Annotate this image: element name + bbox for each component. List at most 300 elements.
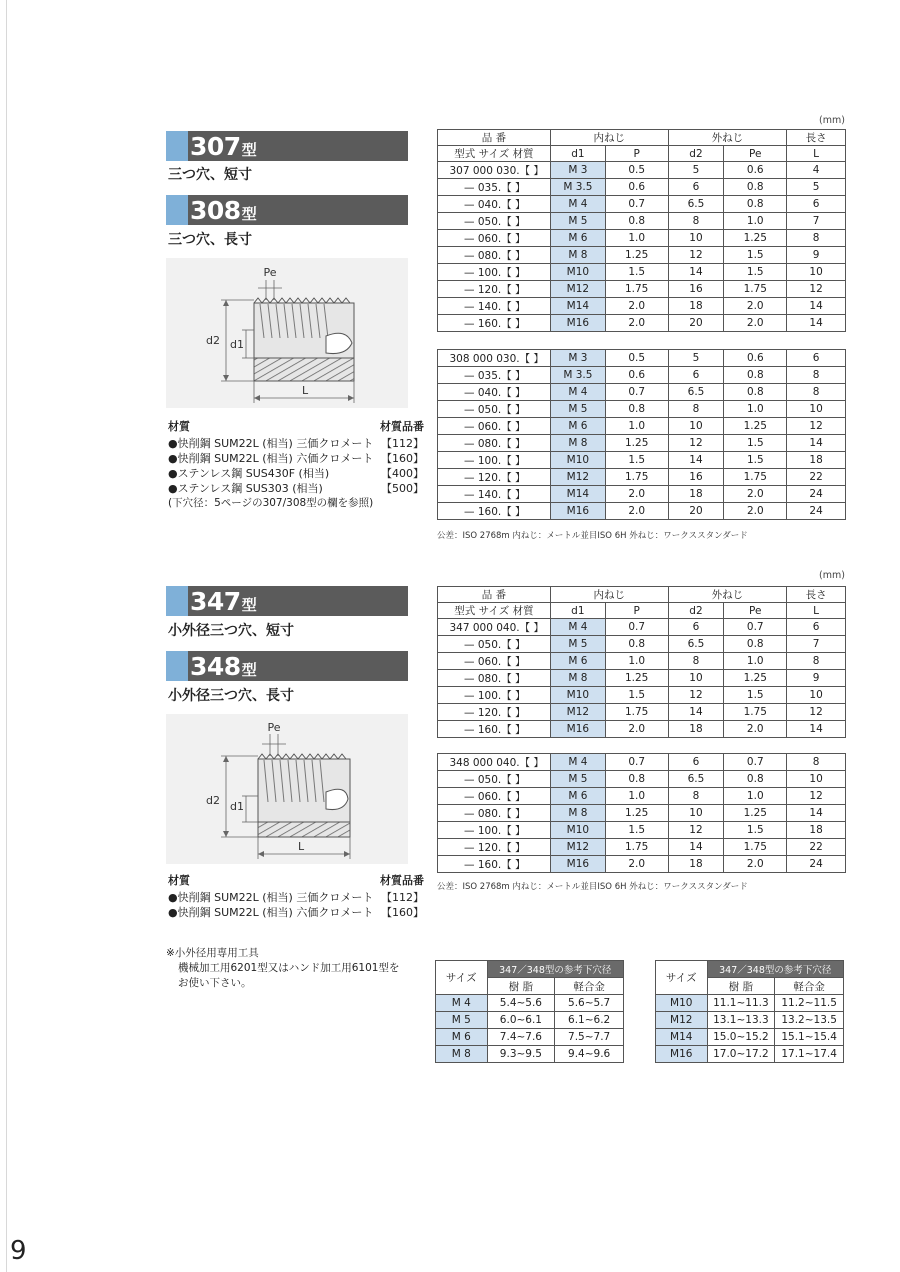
part-number-cell: — 120.【 】 <box>438 704 551 721</box>
subtitle-307: 三つ穴、短寸 <box>168 167 252 183</box>
part-number-cell: — 035.【 】 <box>438 367 551 384</box>
part-number-cell: — 160.【 】 <box>438 315 551 332</box>
table-cell: 11.2~11.5 <box>775 995 844 1012</box>
material-row: ●ステンレス鋼 SUS430F (相当) 【400】 <box>168 467 424 480</box>
table-cell: 5 <box>668 162 724 179</box>
table-cell: 14 <box>668 452 724 469</box>
table-cell: 10 <box>668 670 724 687</box>
table-cell: 10 <box>787 264 846 281</box>
table-cell: 17.1~17.4 <box>775 1046 844 1063</box>
table-row <box>438 771 846 788</box>
table-cell: 0.8 <box>724 384 787 401</box>
label-d1: d1 <box>230 800 244 813</box>
table-cell: 0.7 <box>605 196 668 213</box>
table-cell: 1.5 <box>724 452 787 469</box>
table-row <box>438 486 846 503</box>
table-cell: 0.8 <box>724 771 787 788</box>
part-number-cell: — 120.【 】 <box>438 469 551 486</box>
table-row <box>438 264 846 281</box>
table-row <box>438 822 846 839</box>
subtitle-308: 三つ穴、長寸 <box>168 232 252 248</box>
table-cell: M16 <box>550 721 605 738</box>
table-cell: 1.5 <box>605 452 668 469</box>
table-cell: 8 <box>787 653 846 670</box>
table-row <box>438 367 846 384</box>
table-row <box>438 704 846 721</box>
table-row <box>438 805 846 822</box>
spec-table-307: 品 番 内ねじ 外ねじ 長さ 型式 サイズ 材質 d1 P d2 Pe L 307 000 030.【 】 M 3 0.5 5 0.6 4 — 035.【 】 M 3.5 0.6 6 0.8 5 — 040.【 】 M 4 0.7 6.5 0.8 6 — 050.【 】 M 5 0.8 8 1.0 7 — 060.【 】 M 6 1.0 10 1.25 8 — 080.【 】 M 8 1.25 12 1.5 9 — 100.【 】 M10 1.5 14 1.5 10 — 120.【 】 M12 1.75 16 1.75 12 — 140.【 】 M14 2.0 18 2.0 14 — 160.【 】 M16 2.0 20 2.0 14 <box>437 129 846 332</box>
table-cell: M10 <box>550 452 605 469</box>
table-cell: 14 <box>787 435 846 452</box>
table-body <box>438 350 846 520</box>
table-cell: 6.0~6.1 <box>487 1012 555 1029</box>
label-d1: d1 <box>230 338 244 351</box>
table-cell: 1.0 <box>724 401 787 418</box>
table-cell: 1.5 <box>724 247 787 264</box>
table-cell: M12 <box>550 704 605 721</box>
table-cell: 0.7 <box>605 754 668 771</box>
page-number: 9 <box>10 1236 27 1266</box>
table-cell: 1.25 <box>605 247 668 264</box>
table-cell: 1.75 <box>724 469 787 486</box>
table-cell: M 8 <box>550 670 605 687</box>
model-suffix: 型 <box>241 205 257 223</box>
table-cell: 16 <box>668 469 724 486</box>
table-cell: 6.5 <box>668 771 724 788</box>
table-cell: 6 <box>668 619 724 636</box>
table-cell: 1.25 <box>724 418 787 435</box>
table-cell: 2.0 <box>724 503 787 520</box>
table-cell: 24 <box>787 503 846 520</box>
table-cell: M10 <box>656 995 708 1012</box>
model-number: 348 <box>190 652 241 681</box>
part-number-cell: — 050.【 】 <box>438 771 551 788</box>
table-row <box>438 230 846 247</box>
part-number-cell: — 080.【 】 <box>438 247 551 264</box>
table-cell: 18 <box>668 486 724 503</box>
label-pe: Pe <box>263 266 277 279</box>
table-cell: 18 <box>787 452 846 469</box>
table-cell: 6.5 <box>668 384 724 401</box>
banner-accent <box>166 651 188 681</box>
table-cell: 0.6 <box>724 162 787 179</box>
tool-note: ※小外径用専用工具 機械加工用6201型又はハンド加工用6101型を お使い下さい。 <box>166 947 400 989</box>
table-cell: M12 <box>550 469 605 486</box>
table-cell: M10 <box>550 264 605 281</box>
table-cell: 1.5 <box>605 687 668 704</box>
table-cell: M 3.5 <box>550 367 605 384</box>
table-row <box>438 839 846 856</box>
table-cell: 22 <box>787 839 846 856</box>
table-row <box>438 281 846 298</box>
title-banner-348 <box>166 651 408 681</box>
label-pe: Pe <box>267 721 281 734</box>
table-cell: 2.0 <box>724 856 787 873</box>
table-cell: 1.75 <box>605 704 668 721</box>
table-cell: 0.8 <box>605 401 668 418</box>
table-cell: 0.7 <box>724 619 787 636</box>
model-suffix: 型 <box>241 661 257 679</box>
material-heading: 材質 <box>168 420 190 433</box>
part-number-cell: — 060.【 】 <box>438 788 551 805</box>
table-cell: 24 <box>787 486 846 503</box>
table-row <box>438 315 846 332</box>
table-cell: 13.2~13.5 <box>775 1012 844 1029</box>
table-row <box>436 995 624 1012</box>
table-cell: 0.8 <box>724 367 787 384</box>
tolerance-note: 公差：ISO 2768m 内ねじ：メートル並目ISO 6H 外ねじ：ワークススタンダード <box>437 882 748 892</box>
table-row <box>438 670 846 687</box>
table-row <box>656 1046 844 1063</box>
part-number-cell: — 050.【 】 <box>438 213 551 230</box>
table-cell: M 6 <box>436 1029 488 1046</box>
table-cell: 1.75 <box>605 839 668 856</box>
table-cell: 0.8 <box>605 636 668 653</box>
table-cell: 8 <box>787 367 846 384</box>
table-cell: 2.0 <box>605 503 668 520</box>
part-number-cell: — 080.【 】 <box>438 435 551 452</box>
table-cell: 1.25 <box>605 435 668 452</box>
table-cell: 7.4~7.6 <box>487 1029 555 1046</box>
table-cell: 0.8 <box>724 636 787 653</box>
material-note: (下穴径：5ページの307/308型の欄を参照) <box>168 497 374 509</box>
table-cell: 8 <box>668 213 724 230</box>
table-row <box>438 162 846 179</box>
table-cell: M 6 <box>550 230 605 247</box>
table-cell: M16 <box>550 315 605 332</box>
table-cell: 2.0 <box>605 315 668 332</box>
code-heading: 材質品番 <box>380 420 424 433</box>
part-number-cell: — 160.【 】 <box>438 856 551 873</box>
table-cell: 2.0 <box>605 298 668 315</box>
material-row: ●ステンレス鋼 SUS303 (相当) 【500】 <box>168 482 424 495</box>
table-cell: 12 <box>668 687 724 704</box>
table-cell: 0.6 <box>724 350 787 367</box>
part-number-cell: 347 000 040.【 】 <box>438 619 551 636</box>
table-cell: 0.8 <box>605 213 668 230</box>
table-cell: 1.75 <box>605 281 668 298</box>
table-cell: 10 <box>668 418 724 435</box>
table-row <box>436 1046 624 1063</box>
spec-table-308 <box>437 349 846 520</box>
part-number-cell: — 100.【 】 <box>438 687 551 704</box>
table-cell: 1.25 <box>724 805 787 822</box>
title-banner-307 <box>166 131 408 161</box>
table-cell: 0.5 <box>605 350 668 367</box>
part-number-cell: — 100.【 】 <box>438 822 551 839</box>
table-row <box>438 435 846 452</box>
table-cell: M 8 <box>436 1046 488 1063</box>
table-cell: M14 <box>656 1029 708 1046</box>
table-cell: 20 <box>668 503 724 520</box>
part-number-cell: — 080.【 】 <box>438 670 551 687</box>
table-cell: 5.4~5.6 <box>487 995 555 1012</box>
table-cell: 14 <box>668 839 724 856</box>
table-cell: M10 <box>550 822 605 839</box>
table-row <box>438 788 846 805</box>
part-number-cell: 348 000 040.【 】 <box>438 754 551 771</box>
spec-table-347: 品 番 内ねじ 外ねじ 長さ 型式 サイズ 材質 d1 P d2 Pe L 347 000 040.【 】 M 4 0.7 6 0.7 6 — 050.【 】 M 5 0.8 6.5 0.8 7 — 060.【 】 M 6 1.0 8 1.0 8 — 080.【 】 M 8 1.25 10 1.25 9 — 100.【 】 M10 1.5 12 1.5 10 — 120.【 】 M12 1.75 14 1.75 12 — 160.【 】 M16 2.0 18 2.0 14 <box>437 586 846 738</box>
table-cell: 4 <box>787 162 846 179</box>
table-row <box>438 247 846 264</box>
code-heading: 材質品番 <box>380 874 424 887</box>
table-cell: 1.25 <box>724 670 787 687</box>
table-cell: 1.5 <box>724 264 787 281</box>
table-cell: 5 <box>787 179 846 196</box>
table-cell: 17.0~17.2 <box>707 1046 775 1063</box>
table-cell: 2.0 <box>605 721 668 738</box>
table-cell: 0.8 <box>605 771 668 788</box>
table-cell: 7 <box>787 636 846 653</box>
table-cell: M 4 <box>550 619 605 636</box>
table-cell: 14 <box>668 704 724 721</box>
table-cell: 1.5 <box>605 264 668 281</box>
part-number-cell: 307 000 030.【 】 <box>438 162 551 179</box>
table-row <box>436 1012 624 1029</box>
table-body <box>438 162 846 332</box>
tolerance-note: 公差：ISO 2768m 内ねじ：メートル並目ISO 6H 外ねじ：ワークススタンダード <box>437 531 748 541</box>
table-cell: 1.75 <box>724 704 787 721</box>
table-cell: 9.4~9.6 <box>555 1046 624 1063</box>
material-list-307 <box>168 418 424 511</box>
table-cell: 0.5 <box>605 162 668 179</box>
table-body <box>656 995 844 1063</box>
part-number-cell: — 140.【 】 <box>438 298 551 315</box>
table-row <box>656 995 844 1012</box>
table-cell: M 8 <box>550 435 605 452</box>
table-row <box>438 298 846 315</box>
table-cell: 9 <box>787 670 846 687</box>
table-row <box>438 687 846 704</box>
table-cell: 14 <box>668 264 724 281</box>
table-cell: 6.5 <box>668 636 724 653</box>
table-cell: 1.75 <box>724 281 787 298</box>
table-cell: 6 <box>668 179 724 196</box>
model-number: 347 <box>190 587 241 616</box>
table-row <box>438 856 846 873</box>
table-cell: 1.75 <box>605 469 668 486</box>
part-number-cell: 308 000 030.【 】 <box>438 350 551 367</box>
subtitle-347: 小外径三つ穴、短寸 <box>168 623 294 639</box>
table-cell: 8 <box>668 653 724 670</box>
table-cell: M 5 <box>550 401 605 418</box>
table-cell: 1.0 <box>724 788 787 805</box>
table-cell: 15.1~15.4 <box>775 1029 844 1046</box>
material-row: ●快削鋼 SUM22L (相当) 三価クロメート 【112】 <box>168 437 424 450</box>
table-cell: 11.1~11.3 <box>707 995 775 1012</box>
table-cell: 6 <box>787 619 846 636</box>
table-cell: 0.6 <box>605 179 668 196</box>
insert-diagram-307 <box>166 258 408 408</box>
part-number-cell: — 160.【 】 <box>438 503 551 520</box>
insert-diagram-347 <box>166 714 408 864</box>
title-banner-347 <box>166 586 408 616</box>
model-number: 308 <box>190 196 241 225</box>
table-cell: 8 <box>668 788 724 805</box>
table-cell: 5.6~5.7 <box>555 995 624 1012</box>
table-row <box>438 384 846 401</box>
table-cell: 1.5 <box>605 822 668 839</box>
table-cell: 8 <box>787 384 846 401</box>
table-cell: 22 <box>787 469 846 486</box>
table-cell: 8 <box>787 754 846 771</box>
table-cell: 2.0 <box>724 298 787 315</box>
table-cell: 15.0~15.2 <box>707 1029 775 1046</box>
table-cell: 1.0 <box>605 653 668 670</box>
table-cell: 6.1~6.2 <box>555 1012 624 1029</box>
table-row <box>438 721 846 738</box>
table-cell: M14 <box>550 298 605 315</box>
table-cell: M12 <box>656 1012 708 1029</box>
table-cell: 0.7 <box>605 619 668 636</box>
table-cell: 2.0 <box>605 856 668 873</box>
table-cell: 7.5~7.7 <box>555 1029 624 1046</box>
table-row <box>438 196 846 213</box>
model-number: 307 <box>190 132 241 161</box>
table-cell: 10 <box>668 805 724 822</box>
table-cell: 1.0 <box>605 230 668 247</box>
table-cell: 14 <box>787 721 846 738</box>
table-cell: 18 <box>668 721 724 738</box>
part-number-cell: — 050.【 】 <box>438 401 551 418</box>
part-number-cell: — 040.【 】 <box>438 384 551 401</box>
banner-accent <box>166 131 188 161</box>
part-number-cell: — 060.【 】 <box>438 418 551 435</box>
table-cell: 1.0 <box>605 418 668 435</box>
table-row <box>438 213 846 230</box>
table-cell: 1.75 <box>724 839 787 856</box>
table-cell: 18 <box>787 822 846 839</box>
table-row <box>438 653 846 670</box>
spec-table-348 <box>437 753 846 873</box>
table-cell: 18 <box>668 298 724 315</box>
table-cell: M 6 <box>550 418 605 435</box>
table-cell: M 4 <box>436 995 488 1012</box>
table-body <box>436 995 624 1063</box>
table-cell: 8 <box>787 230 846 247</box>
table-cell: 14 <box>787 805 846 822</box>
table-cell: 12 <box>787 704 846 721</box>
table-cell: M 8 <box>550 805 605 822</box>
table-cell: 20 <box>668 315 724 332</box>
table-cell: 10 <box>787 401 846 418</box>
table-cell: 5 <box>668 350 724 367</box>
table-cell: 10 <box>787 771 846 788</box>
table-cell: M 8 <box>550 247 605 264</box>
material-heading: 材質 <box>168 874 190 887</box>
table-cell: 6 <box>787 196 846 213</box>
table-cell: M 6 <box>550 653 605 670</box>
table-cell: 0.6 <box>605 367 668 384</box>
material-row: ●快削鋼 SUM22L (相当) 三価クロメート 【112】 <box>168 891 424 904</box>
table-cell: 1.0 <box>724 653 787 670</box>
pilot-hole-table-1: サイズ 347／348型の参考下穴径 樹 脂 軽合金 M 4 5.4~5.6 5.6~5.7 M 5 6.0~6.1 6.1~6.2 M 6 7.4~7.6 7.5~7.7 M 8 9.3~9.5 9.4~9.6 <box>435 960 624 1063</box>
table-cell: 18 <box>668 856 724 873</box>
part-number-cell: — 100.【 】 <box>438 264 551 281</box>
part-number-cell: — 060.【 】 <box>438 230 551 247</box>
material-row: ●快削鋼 SUM22L (相当) 六価クロメート 【160】 <box>168 906 424 919</box>
table-cell: 1.5 <box>724 435 787 452</box>
table-cell: M 3.5 <box>550 179 605 196</box>
table-cell: 1.25 <box>724 230 787 247</box>
part-number-cell: — 035.【 】 <box>438 179 551 196</box>
table-row <box>438 350 846 367</box>
table-cell: 2.0 <box>724 721 787 738</box>
table-cell: M14 <box>550 486 605 503</box>
table-cell: 1.5 <box>724 822 787 839</box>
table-row <box>438 754 846 771</box>
table-cell: M16 <box>550 503 605 520</box>
table-cell: 1.25 <box>605 670 668 687</box>
table-cell: M 5 <box>550 771 605 788</box>
table-cell: 12 <box>668 247 724 264</box>
table-body <box>438 619 846 738</box>
table-cell: 1.5 <box>724 687 787 704</box>
table-cell: M 4 <box>550 196 605 213</box>
table-cell: 24 <box>787 856 846 873</box>
part-number-cell: — 050.【 】 <box>438 636 551 653</box>
table-cell: 2.0 <box>605 486 668 503</box>
table-cell: M 5 <box>550 636 605 653</box>
table-row <box>436 1029 624 1046</box>
material-list-347 <box>168 872 424 920</box>
table-cell: 12 <box>668 822 724 839</box>
part-number-cell: — 120.【 】 <box>438 281 551 298</box>
material-row: ●快削鋼 SUM22L (相当) 六価クロメート 【160】 <box>168 452 424 465</box>
label-d2: d2 <box>206 334 220 347</box>
table-cell: 6 <box>668 754 724 771</box>
table-cell: M 4 <box>550 754 605 771</box>
table-cell: M10 <box>550 687 605 704</box>
table-cell: 10 <box>668 230 724 247</box>
table-row <box>438 503 846 520</box>
table-cell: 0.8 <box>724 196 787 213</box>
part-number-cell: — 060.【 】 <box>438 653 551 670</box>
table-cell: 2.0 <box>724 486 787 503</box>
table-cell: 1.0 <box>605 788 668 805</box>
table-body <box>438 754 846 873</box>
title-banner-308 <box>166 195 408 225</box>
table-cell: 0.7 <box>724 754 787 771</box>
part-number-cell: — 040.【 】 <box>438 196 551 213</box>
table-row <box>438 401 846 418</box>
table-cell: M 3 <box>550 162 605 179</box>
subtitle-348: 小外径三つ穴、長寸 <box>168 688 294 704</box>
part-number-cell: — 120.【 】 <box>438 839 551 856</box>
table-cell: 9 <box>787 247 846 264</box>
table-cell: M12 <box>550 281 605 298</box>
table-cell: 10 <box>787 687 846 704</box>
unit-label: (mm) <box>819 115 845 126</box>
label-l: L <box>302 384 309 397</box>
part-number-cell: — 080.【 】 <box>438 805 551 822</box>
table-cell: 2.0 <box>724 315 787 332</box>
banner-accent <box>166 195 188 225</box>
table-cell: 13.1~13.3 <box>707 1012 775 1029</box>
table-cell: 0.8 <box>724 179 787 196</box>
table-cell: 6.5 <box>668 196 724 213</box>
table-cell: 1.0 <box>724 213 787 230</box>
model-suffix: 型 <box>241 141 257 159</box>
table-cell: 12 <box>787 788 846 805</box>
table-cell: 12 <box>787 281 846 298</box>
table-cell: M 5 <box>436 1012 488 1029</box>
table-cell: 9.3~9.5 <box>487 1046 555 1063</box>
table-cell: M 3 <box>550 350 605 367</box>
table-cell: M16 <box>656 1046 708 1063</box>
part-number-cell: — 160.【 】 <box>438 721 551 738</box>
table-cell: M 4 <box>550 384 605 401</box>
